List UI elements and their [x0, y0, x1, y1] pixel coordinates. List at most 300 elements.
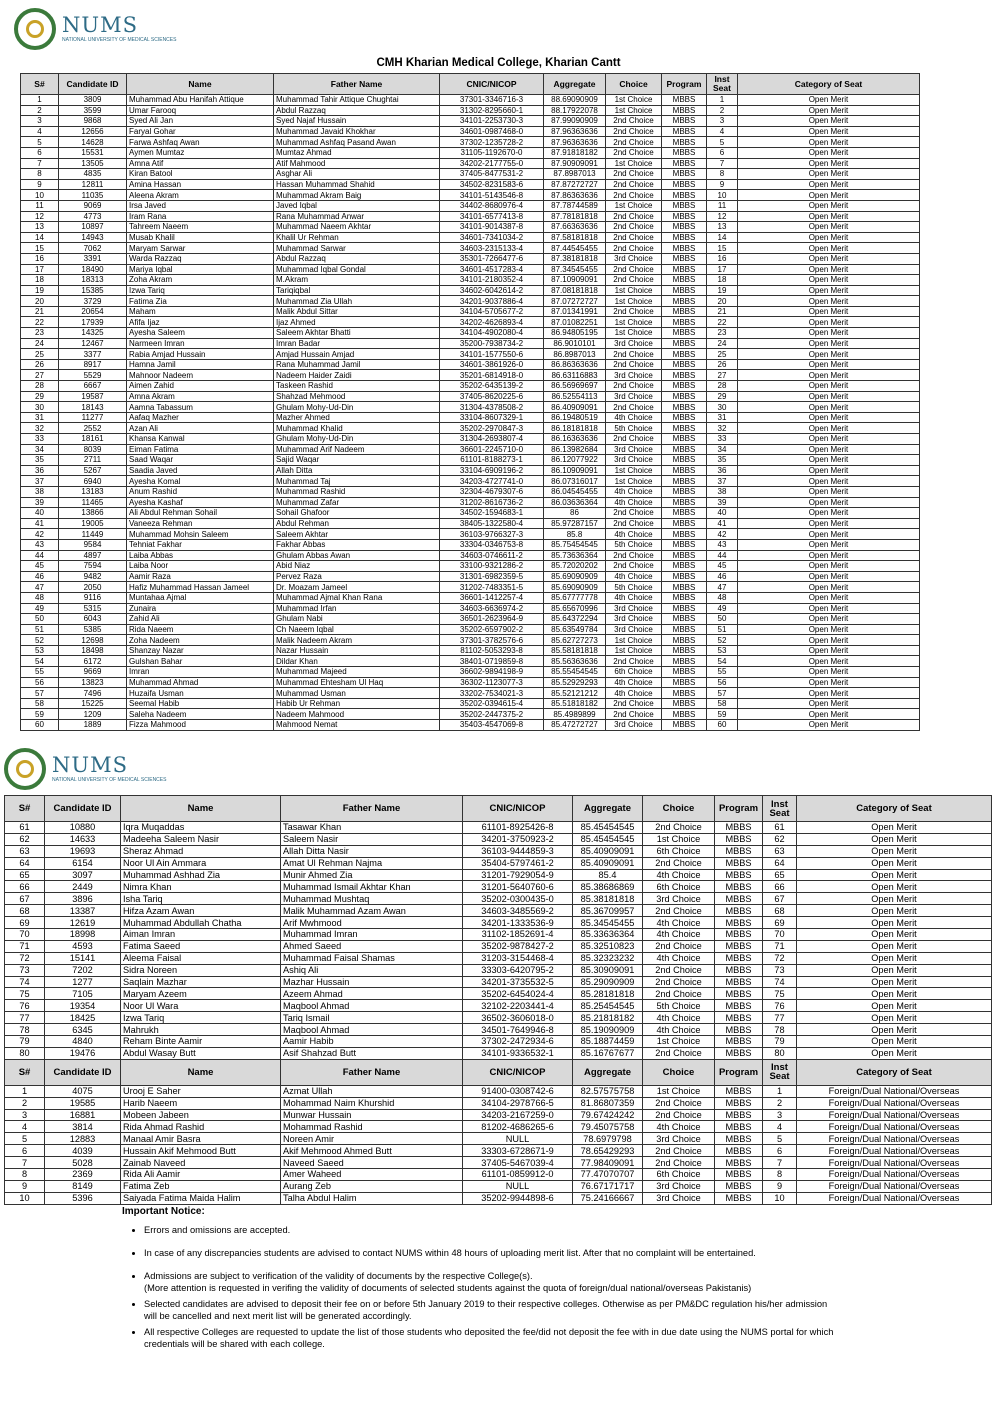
- table-cell: 10: [707, 190, 738, 201]
- table-cell: MBBS: [662, 95, 707, 106]
- table-cell: 85.65670996: [544, 603, 606, 614]
- table-cell: 5th Choice: [606, 423, 662, 434]
- table-cell: 1st Choice: [606, 296, 662, 307]
- table-cell: 31102-1852691-4: [463, 929, 573, 941]
- table-cell: 4075: [45, 1085, 121, 1097]
- table-cell: 31: [707, 412, 738, 423]
- table-cell: MBBS: [662, 645, 707, 656]
- table-cell: MBBS: [662, 518, 707, 529]
- table-cell: Mumtaz Ahmad: [274, 147, 440, 158]
- table-row: [21, 603, 920, 614]
- table-cell: MBBS: [662, 402, 707, 413]
- logo-name: NUMS: [62, 13, 138, 37]
- table-cell: 50: [707, 614, 738, 625]
- table-cell: Umar Farooq: [127, 105, 274, 116]
- table-cell: MBBS: [662, 147, 707, 158]
- table-cell: 37302-1235728-2: [440, 137, 544, 148]
- table-cell: Nimra Khan: [121, 881, 281, 893]
- table-row: [21, 592, 920, 603]
- table-row: [5, 1192, 992, 1204]
- table-cell: 22: [21, 317, 59, 328]
- table-cell: Izwa Tariq: [127, 285, 274, 296]
- table-cell: MBBS: [662, 328, 707, 339]
- column-header: Choice: [643, 796, 715, 822]
- table-cell: 19587: [59, 391, 127, 402]
- table-cell: 9069: [59, 200, 127, 211]
- table-cell: 3rd Choice: [606, 614, 662, 625]
- table-cell: MBBS: [662, 116, 707, 127]
- table-cell: 5: [763, 1133, 797, 1145]
- table-cell: Sohail Ghafoor: [274, 508, 440, 519]
- table-row: [5, 964, 992, 976]
- column-header: Inst Seat: [707, 74, 738, 95]
- table-cell: 68: [5, 905, 45, 917]
- table-cell: 4840: [45, 1036, 121, 1048]
- table-cell: 5529: [59, 370, 127, 381]
- table-cell: Ayesha Komal: [127, 476, 274, 487]
- table-row: [5, 857, 992, 869]
- table-cell: 87.08181818: [544, 285, 606, 296]
- table-cell: Azan Ali: [127, 423, 274, 434]
- table-cell: 1st Choice: [606, 285, 662, 296]
- table-cell: 7: [707, 158, 738, 169]
- table-cell: MBBS: [662, 338, 707, 349]
- table-cell: Open Merit: [738, 539, 920, 550]
- table-cell: MBBS: [662, 635, 707, 646]
- table-row: [5, 1012, 992, 1024]
- table-cell: Muhammad Sarwar: [274, 243, 440, 254]
- table-cell: 69: [763, 917, 797, 929]
- table-cell: Open Merit: [797, 822, 992, 834]
- table-row: [21, 116, 920, 127]
- nums-logo: [14, 8, 176, 50]
- table-cell: 2nd Choice: [606, 275, 662, 286]
- table-cell: 34502-1594683-1: [440, 508, 544, 519]
- table-cell: MBBS: [662, 688, 707, 699]
- table-cell: Open Merit: [738, 338, 920, 349]
- table-cell: 35202-2970847-3: [440, 423, 544, 434]
- table-cell: MBBS: [715, 1180, 763, 1192]
- table-cell: 74: [5, 976, 45, 988]
- table-cell: 5: [5, 1133, 45, 1145]
- table-cell: MBBS: [662, 412, 707, 423]
- table-cell: 36601-1412257-4: [440, 592, 544, 603]
- table-cell: 85.55454545: [544, 667, 606, 678]
- table-row: [5, 1180, 992, 1192]
- table-cell: 1st Choice: [643, 1036, 715, 1048]
- table-cell: MBBS: [662, 582, 707, 593]
- column-header: Name: [121, 1059, 281, 1085]
- table-cell: 79.45075758: [573, 1121, 643, 1133]
- table-cell: 19: [707, 285, 738, 296]
- table-cell: 23: [707, 328, 738, 339]
- table-cell: 34603-3485569-2: [463, 905, 573, 917]
- table-cell: MBBS: [662, 434, 707, 445]
- table-cell: 16: [21, 253, 59, 264]
- table-cell: 56: [21, 677, 59, 688]
- table-cell: Open Merit: [738, 317, 920, 328]
- table-cell: Faryal Gohar: [127, 126, 274, 137]
- table-cell: MBBS: [715, 940, 763, 952]
- table-cell: 33202-7534021-3: [440, 688, 544, 699]
- table-cell: 1st Choice: [606, 95, 662, 106]
- table-cell: Aamna Tabassum: [127, 402, 274, 413]
- table-cell: 85.62727273: [544, 635, 606, 646]
- table-cell: Gulshan Bahar: [127, 656, 274, 667]
- table-cell: 6154: [45, 857, 121, 869]
- table-cell: 35202-6597902-2: [440, 624, 544, 635]
- table-cell: 1: [707, 95, 738, 106]
- table-cell: 2nd Choice: [643, 1145, 715, 1157]
- table-cell: Open Merit: [738, 656, 920, 667]
- table-cell: Open Merit: [797, 1012, 992, 1024]
- table-cell: 4: [707, 126, 738, 137]
- table-cell: 87.90909091: [544, 158, 606, 169]
- table-cell: 85.4: [573, 869, 643, 881]
- table-cell: 31301-6982359-5: [440, 571, 544, 582]
- table-cell: 55: [707, 667, 738, 678]
- table-cell: Urooj E Saher: [121, 1085, 281, 1097]
- table-cell: Amer Waheed: [281, 1169, 463, 1181]
- table-cell: MBBS: [662, 211, 707, 222]
- table-cell: 61: [5, 822, 45, 834]
- table-cell: 85.34545455: [573, 917, 643, 929]
- table-cell: 36601-2245710-0: [440, 444, 544, 455]
- table-cell: Laiba Abbas: [127, 550, 274, 561]
- table-cell: MBBS: [715, 869, 763, 881]
- table-cell: MBBS: [662, 222, 707, 233]
- table-cell: 13505: [59, 158, 127, 169]
- table-cell: 14943: [59, 232, 127, 243]
- table-cell: 2nd Choice: [606, 126, 662, 137]
- table-cell: Zoha Nadeem: [127, 635, 274, 646]
- table-cell: 85.58181818: [544, 645, 606, 656]
- table-cell: Dr. Moazam Jameel: [274, 582, 440, 593]
- table-cell: MBBS: [715, 1012, 763, 1024]
- table-cell: 85.38686869: [573, 881, 643, 893]
- table-cell: Open Merit: [797, 1000, 992, 1012]
- table-cell: 4th Choice: [643, 1121, 715, 1133]
- table-cell: 4th Choice: [643, 952, 715, 964]
- table-cell: Saadia Javed: [127, 465, 274, 476]
- table-cell: 11465: [59, 497, 127, 508]
- table-cell: Open Merit: [738, 296, 920, 307]
- table-cell: Open Merit: [738, 465, 920, 476]
- table-cell: Open Merit: [738, 550, 920, 561]
- table-cell: 5: [21, 137, 59, 148]
- table-cell: 25: [21, 349, 59, 360]
- table-cell: Open Merit: [738, 264, 920, 275]
- table-cell: MBBS: [715, 1109, 763, 1121]
- table-cell: 13823: [59, 677, 127, 688]
- table-cell: 9868: [59, 116, 127, 127]
- table-cell: 5315: [59, 603, 127, 614]
- table-cell: 6th Choice: [643, 1169, 715, 1181]
- table-cell: 76: [5, 1000, 45, 1012]
- table-cell: Open Merit: [738, 709, 920, 720]
- table-cell: MBBS: [662, 126, 707, 137]
- table-row: [21, 285, 920, 296]
- table-cell: 1st Choice: [643, 1085, 715, 1097]
- table-cell: Ghulam Abbas Awan: [274, 550, 440, 561]
- table-cell: Open Merit: [738, 614, 920, 625]
- table-cell: 62: [763, 833, 797, 845]
- table-cell: 87.96363636: [544, 126, 606, 137]
- table-cell: Open Merit: [738, 285, 920, 296]
- table-cell: Dildar Khan: [274, 656, 440, 667]
- table-cell: Irsa Javed: [127, 200, 274, 211]
- table-cell: 3809: [59, 95, 127, 106]
- table-cell: Fatima Zeb: [121, 1180, 281, 1192]
- table-cell: Afifa Ijaz: [127, 317, 274, 328]
- table-cell: 44: [707, 550, 738, 561]
- table-cell: 86.63116883: [544, 370, 606, 381]
- table-row: [5, 1085, 992, 1097]
- table-cell: 88.69090909: [544, 95, 606, 106]
- table-row: [21, 370, 920, 381]
- table-row: [5, 929, 992, 941]
- table-row: [21, 306, 920, 317]
- table-cell: 35201-6814918-0: [440, 370, 544, 381]
- table-cell: Mazher Ahmed: [274, 412, 440, 423]
- table-cell: Tasawar Khan: [281, 822, 463, 834]
- table-cell: Foreign/Dual National/Overseas: [797, 1121, 992, 1133]
- table-row: [5, 905, 992, 917]
- table-cell: Amna Akram: [127, 391, 274, 402]
- table-cell: 2nd Choice: [606, 169, 662, 180]
- table-cell: 1st Choice: [606, 635, 662, 646]
- column-header: Inst Seat: [763, 796, 797, 822]
- table-cell: 87.8987013: [544, 169, 606, 180]
- table-cell: 5th Choice: [643, 1000, 715, 1012]
- table-row: [21, 465, 920, 476]
- table-cell: 87.38181818: [544, 253, 606, 264]
- column-header: Category of Seat: [738, 74, 920, 95]
- table-cell: 2: [5, 1097, 45, 1109]
- table-cell: 12883: [45, 1133, 121, 1145]
- table-cell: MBBS: [715, 1121, 763, 1133]
- table-cell: 86.52554113: [544, 391, 606, 402]
- table-row: [21, 571, 920, 582]
- table-cell: Open Merit: [797, 857, 992, 869]
- table-cell: 4th Choice: [606, 497, 662, 508]
- table-cell: Aleema Faisal: [121, 952, 281, 964]
- table-cell: 34601-7341034-2: [440, 232, 544, 243]
- table-cell: Munwar Hussain: [281, 1109, 463, 1121]
- table-cell: Ch Naeem Iqbal: [274, 624, 440, 635]
- table-cell: 64: [763, 857, 797, 869]
- table-cell: MBBS: [715, 1085, 763, 1097]
- table-cell: 70: [5, 929, 45, 941]
- table-cell: 85.30909091: [573, 964, 643, 976]
- table-row: [5, 1036, 992, 1048]
- table-cell: NULL: [463, 1180, 573, 1192]
- column-header: Aggregate: [544, 74, 606, 95]
- table-cell: 2nd Choice: [643, 1109, 715, 1121]
- table-cell: 50: [21, 614, 59, 625]
- table-cell: 11035: [59, 190, 127, 201]
- table-cell: 35404-5797461-2: [463, 857, 573, 869]
- table-cell: 1st Choice: [606, 200, 662, 211]
- table-cell: Zunaira: [127, 603, 274, 614]
- table-cell: 85.47272727: [544, 720, 606, 731]
- table-cell: 19: [21, 285, 59, 296]
- table-cell: 3rd Choice: [606, 370, 662, 381]
- table-cell: MBBS: [715, 1169, 763, 1181]
- table-cell: Open Merit: [738, 222, 920, 233]
- table-cell: Open Merit: [738, 518, 920, 529]
- table-row: [21, 95, 920, 106]
- table-cell: Open Merit: [738, 190, 920, 201]
- table-cell: 4: [5, 1121, 45, 1133]
- table-cell: 15141: [45, 952, 121, 964]
- table-row: [21, 720, 920, 731]
- table-cell: 91400-0308742-6: [463, 1085, 573, 1097]
- table-cell: 13: [21, 222, 59, 233]
- table-cell: 61101-8188273-1: [440, 455, 544, 466]
- table-row: [5, 822, 992, 834]
- table-cell: M.Akram: [274, 275, 440, 286]
- table-cell: Maqbool Ahmad: [281, 1024, 463, 1036]
- table-cell: 18425: [45, 1012, 121, 1024]
- table-cell: 4773: [59, 211, 127, 222]
- table-cell: 34202-4626893-4: [440, 317, 544, 328]
- table-cell: Foreign/Dual National/Overseas: [797, 1145, 992, 1157]
- table-cell: 85.45454545: [573, 822, 643, 834]
- table-cell: Muhammad Rashid: [274, 486, 440, 497]
- table-cell: 86.94805195: [544, 328, 606, 339]
- table-cell: 6: [763, 1145, 797, 1157]
- table-cell: 33: [21, 434, 59, 445]
- table-cell: 37301-3782576-6: [440, 635, 544, 646]
- table-cell: Open Merit: [738, 497, 920, 508]
- table-cell: Open Merit: [797, 988, 992, 1000]
- table-cell: Open Merit: [738, 412, 920, 423]
- notice-sub-item: (More attention is requested in verifing the validity of documents of selected students against the quota of foreign/dual national/overseas Pakistanis): [144, 1283, 752, 1293]
- table-cell: 34201-9037886-4: [440, 296, 544, 307]
- column-header: CNIC/NICOP: [440, 74, 544, 95]
- notice-heading: Important Notice:: [122, 1206, 205, 1217]
- table-cell: 2nd Choice: [606, 709, 662, 720]
- table-row: [21, 317, 920, 328]
- table-row: [21, 709, 920, 720]
- table-cell: 66: [5, 881, 45, 893]
- table-cell: Syed Ali Jan: [127, 116, 274, 127]
- table-cell: 20: [707, 296, 738, 307]
- table-cell: 3rd Choice: [643, 1133, 715, 1145]
- table-cell: MBBS: [715, 1024, 763, 1036]
- table-cell: 12: [21, 211, 59, 222]
- column-header: Category of Seat: [797, 1059, 992, 1085]
- table-row: [5, 1109, 992, 1121]
- table-cell: Malik Nadeem Akram: [274, 635, 440, 646]
- table-cell: 86.12077922: [544, 455, 606, 466]
- table-cell: 85.63549784: [544, 624, 606, 635]
- table-cell: Open Merit: [738, 158, 920, 169]
- table-cell: Izwa Tariq: [121, 1012, 281, 1024]
- table-cell: MBBS: [662, 603, 707, 614]
- table-row: [5, 952, 992, 964]
- table-cell: 4th Choice: [643, 1024, 715, 1036]
- table-cell: 15225: [59, 698, 127, 709]
- table-row: [21, 624, 920, 635]
- table-cell: Fakhar Abbas: [274, 539, 440, 550]
- table-cell: 17: [707, 264, 738, 275]
- table-cell: 7062: [59, 243, 127, 254]
- table-cell: 78: [763, 1024, 797, 1036]
- table-cell: 81.86807359: [573, 1097, 643, 1109]
- column-header: Program: [662, 74, 707, 95]
- table-cell: 35202-6454024-4: [463, 988, 573, 1000]
- table-cell: Maryam Sarwar: [127, 243, 274, 254]
- table-row: [5, 869, 992, 881]
- table-cell: Amna Atif: [127, 158, 274, 169]
- table-cell: Tahreem Naeem: [127, 222, 274, 233]
- table-cell: 2: [763, 1097, 797, 1109]
- table-cell: 38401-0719859-8: [440, 656, 544, 667]
- table-cell: 6th Choice: [643, 845, 715, 857]
- table-cell: 14325: [59, 328, 127, 339]
- table-cell: 31105-1192670-0: [440, 147, 544, 158]
- table-row: [21, 232, 920, 243]
- table-cell: 1st Choice: [606, 465, 662, 476]
- table-cell: Saleem Akhtar: [274, 529, 440, 540]
- table-cell: 3rd Choice: [606, 444, 662, 455]
- table-cell: Muhammad Tahir Attique Chughtai: [274, 95, 440, 106]
- table-cell: 80: [5, 1047, 45, 1059]
- table-cell: 8: [763, 1169, 797, 1181]
- table-cell: Nadeem Haider Zaidi: [274, 370, 440, 381]
- table-cell: Rana Muhammad Jamil: [274, 359, 440, 370]
- table-cell: 79: [763, 1036, 797, 1048]
- table-cell: 27: [707, 370, 738, 381]
- table-cell: Open Merit: [738, 253, 920, 264]
- table-cell: Muhammad Ashhad Zia: [121, 869, 281, 881]
- table-cell: 33304-0346753-8: [440, 539, 544, 550]
- table-cell: 12: [707, 211, 738, 222]
- table-row: [5, 881, 992, 893]
- table-cell: 75: [5, 988, 45, 1000]
- table-cell: 34601-3861926-0: [440, 359, 544, 370]
- table-cell: Muhammad Faisal Shamas: [281, 952, 463, 964]
- table-cell: 9584: [59, 539, 127, 550]
- table-cell: 2nd Choice: [606, 116, 662, 127]
- table-cell: 34203-2167259-0: [463, 1109, 573, 1121]
- table-cell: 53: [707, 645, 738, 656]
- table-cell: Aymen Mumtaz: [127, 147, 274, 158]
- table-cell: 87.01341991: [544, 306, 606, 317]
- table-cell: 59: [707, 709, 738, 720]
- table-cell: 1: [763, 1085, 797, 1097]
- table-cell: 1st Choice: [606, 476, 662, 487]
- table-cell: 87.34545455: [544, 264, 606, 275]
- table-cell: 48: [21, 592, 59, 603]
- table-cell: MBBS: [662, 486, 707, 497]
- table-cell: 2nd Choice: [643, 976, 715, 988]
- table-cell: 35200-7938734-2: [440, 338, 544, 349]
- table-cell: 35202-9878427-2: [463, 940, 573, 952]
- table-cell: 85.97287157: [544, 518, 606, 529]
- table-cell: 10: [21, 190, 59, 201]
- table-row: [21, 635, 920, 646]
- table-cell: Foreign/Dual National/Overseas: [797, 1169, 992, 1181]
- table-cell: MBBS: [715, 1133, 763, 1145]
- table-cell: Allah Ditta Nasir: [281, 845, 463, 857]
- table-cell: 85.75454545: [544, 539, 606, 550]
- table-cell: 46: [707, 571, 738, 582]
- table-cell: 3rd Choice: [606, 391, 662, 402]
- table-cell: 14633: [45, 833, 121, 845]
